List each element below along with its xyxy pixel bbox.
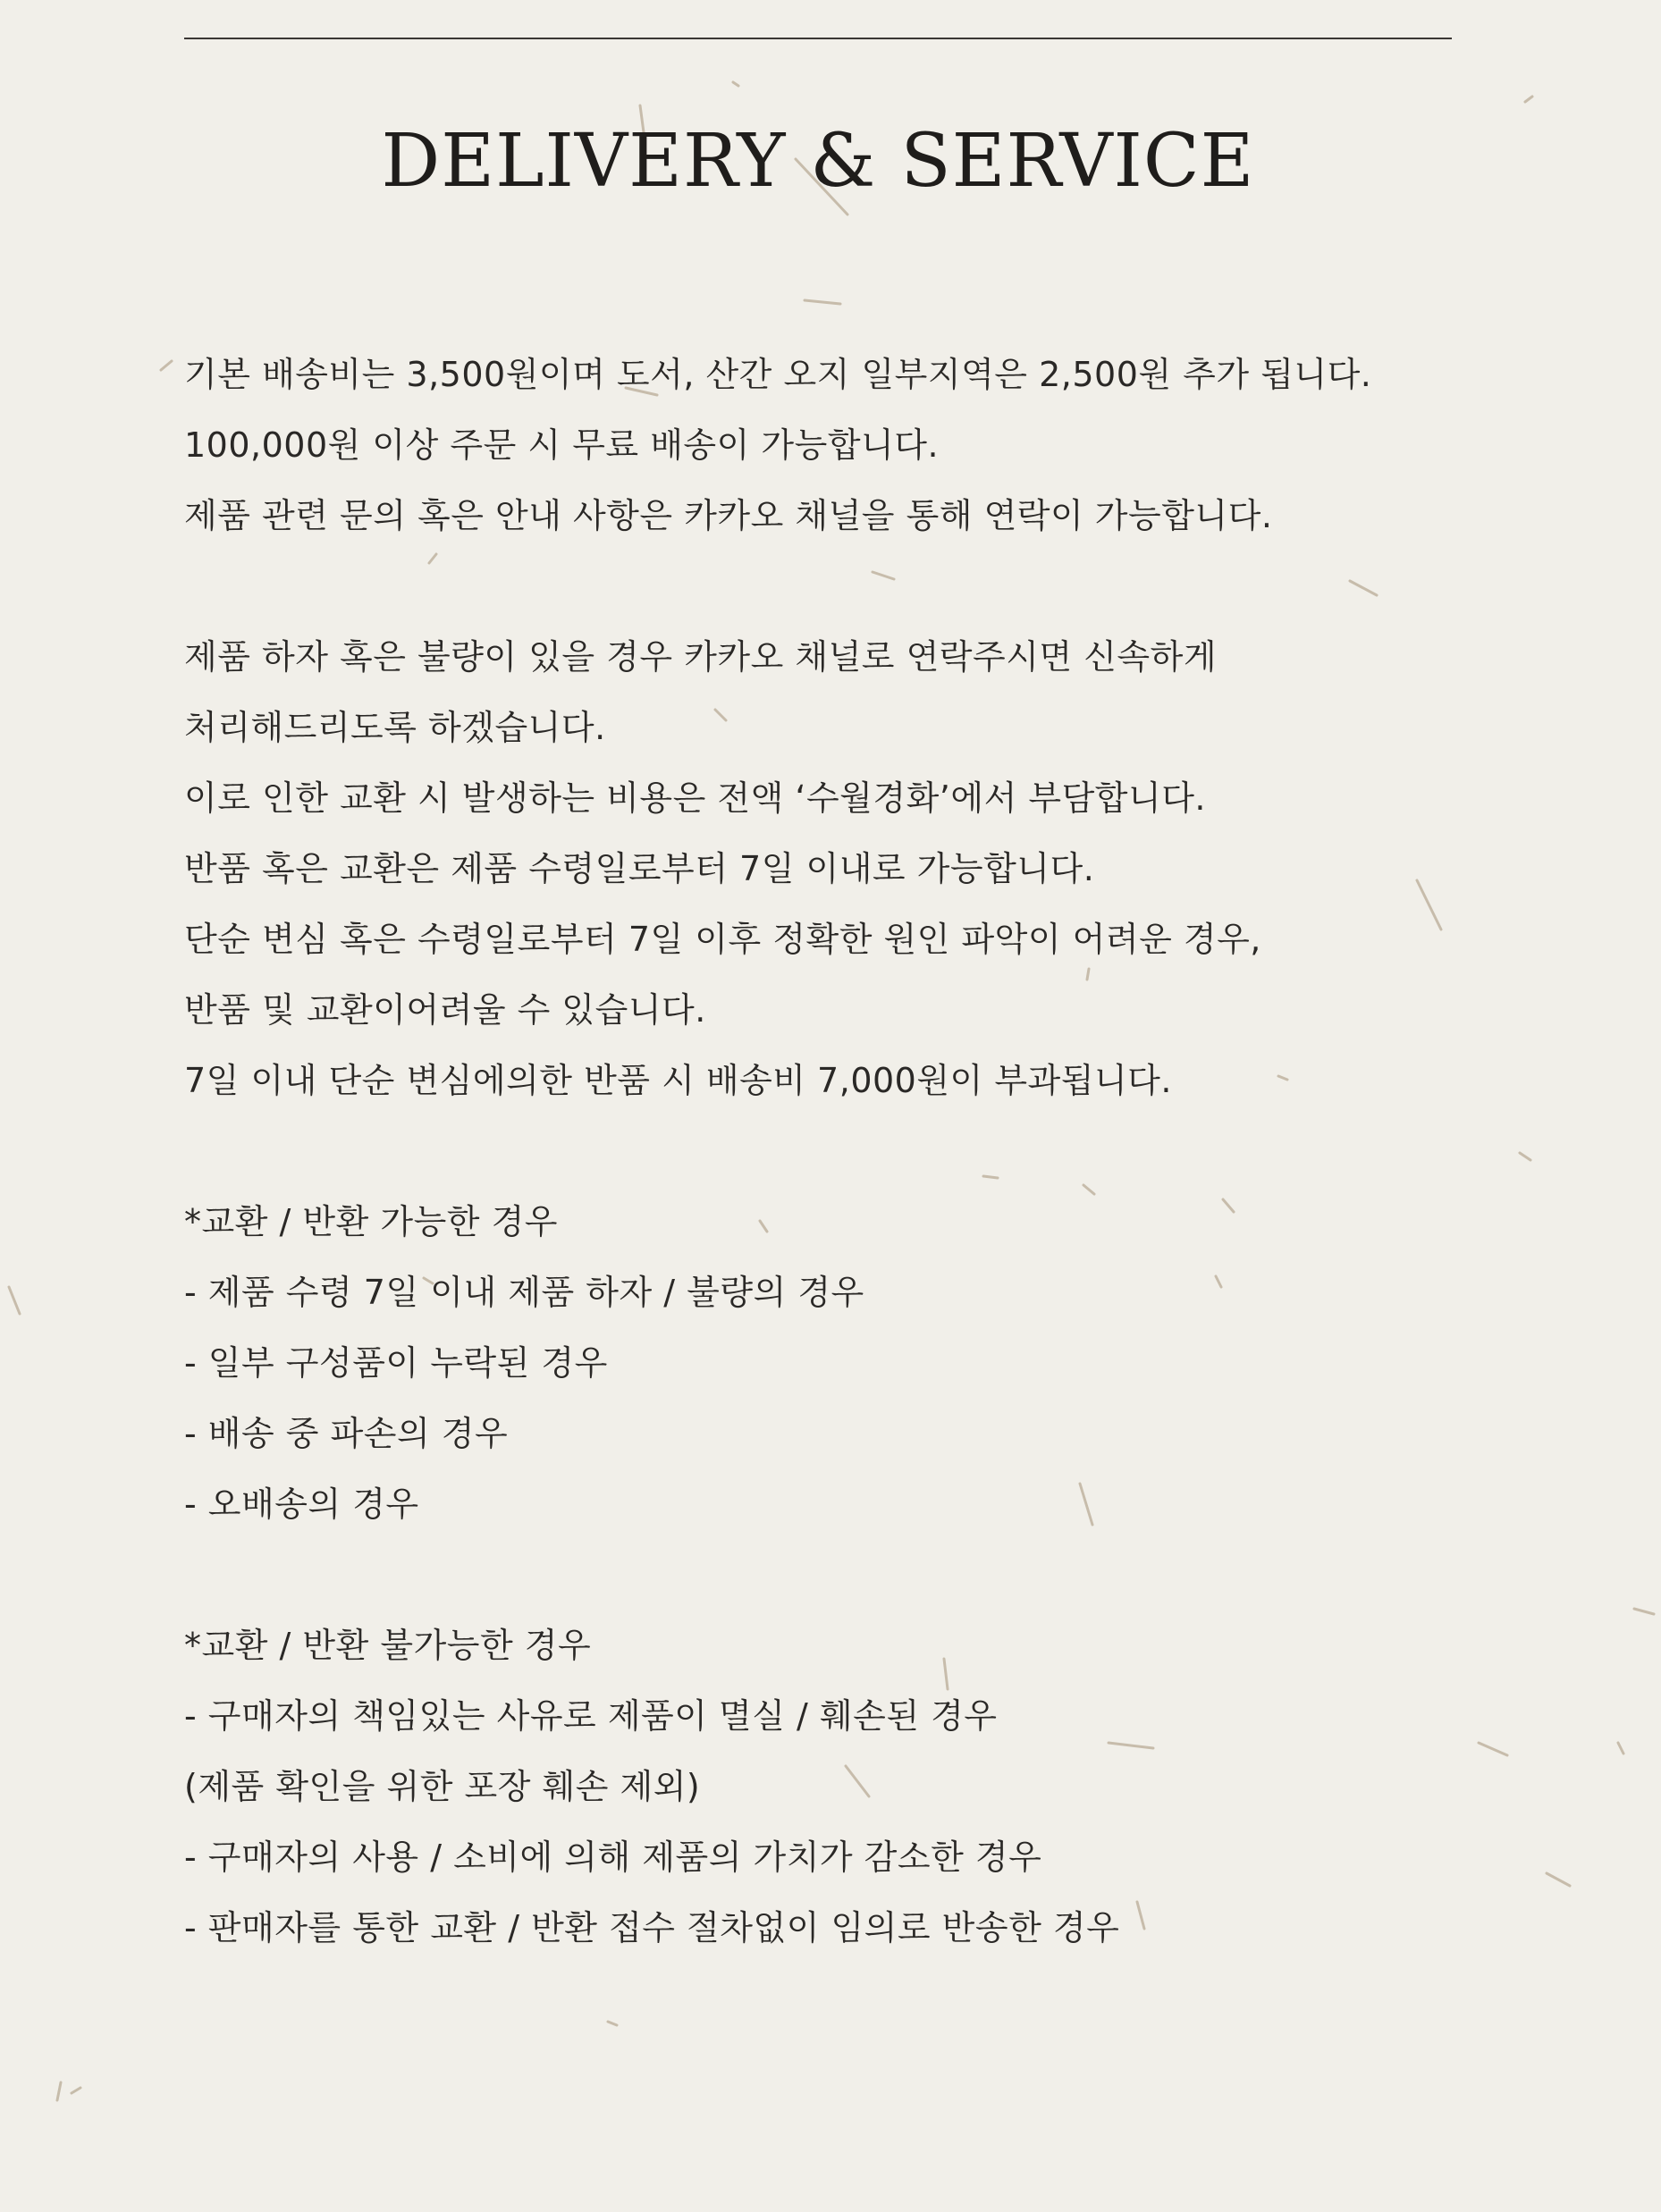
text-line: 기본 배송비는 3,500원이며 도서, 산간 오지 일부지역은 2,500원 추가 됩니다. xyxy=(184,355,1372,394)
list-item: - 제품 수령 7일 이내 제품 하자 / 불량의 경우 xyxy=(184,1273,864,1312)
list-item: - 구매자의 책임있는 사유로 제품이 멸실 / 훼손된 경우 xyxy=(184,1696,998,1736)
list-item: - 구매자의 사용 / 소비에 의해 제품의 가치가 감소한 경우 xyxy=(184,1838,1042,1877)
policy-content xyxy=(184,340,1480,2034)
text-line: 제품 하자 혹은 불량이 있을 경우 카카오 채널로 연락주시면 신속하게 xyxy=(184,637,1218,677)
page-title: DELIVERY & SERVICE xyxy=(381,119,1255,204)
text-line: 처리해드리도록 하겠습니다. xyxy=(184,708,606,747)
list-item: - 일부 구성품이 누락된 경우 xyxy=(184,1343,608,1383)
text-line: 7일 이내 단순 변심에의한 반품 시 배송비 7,000원이 부과됩니다. xyxy=(184,1061,1172,1100)
text-line: 반품 혹은 교환은 제품 수령일로부터 7일 이내로 가능합니다. xyxy=(184,849,1095,888)
section-heading: *교환 / 반환 가능한 경우 xyxy=(184,1202,558,1241)
text-line: 제품 관련 문의 혹은 안내 사항은 카카오 채널을 통해 연락이 가능합니다. xyxy=(184,496,1273,535)
text-line: 100,000원 이상 주문 시 무료 배송이 가능합니다. xyxy=(184,425,940,465)
top-divider xyxy=(184,38,1452,39)
list-item: - 오배송의 경우 xyxy=(184,1484,419,1524)
list-item: - 판매자를 통한 교환 / 반환 접수 절차없이 임의로 반송한 경우 xyxy=(184,1908,1120,1947)
list-item: - 배송 중 파손의 경우 xyxy=(184,1414,509,1453)
exchange-impossible-section xyxy=(184,1611,1480,1964)
list-item: (제품 확인을 위한 포장 훼손 제외) xyxy=(184,1767,701,1806)
return-policy-section xyxy=(184,622,1480,1116)
section-heading: *교환 / 반환 불가능한 경우 xyxy=(184,1626,592,1665)
text-line: 이로 인한 교환 시 발생하는 비용은 전액 ‘수월경화’에서 부담합니다. xyxy=(184,778,1206,818)
text-line: 반품 및 교환이어려울 수 있습니다. xyxy=(184,990,706,1030)
shipping-info-section xyxy=(184,340,1480,551)
exchange-possible-section xyxy=(184,1187,1480,1540)
text-line: 단순 변심 혹은 수령일로부터 7일 이후 정확한 원인 파악이 어려운 경우, xyxy=(184,920,1261,959)
